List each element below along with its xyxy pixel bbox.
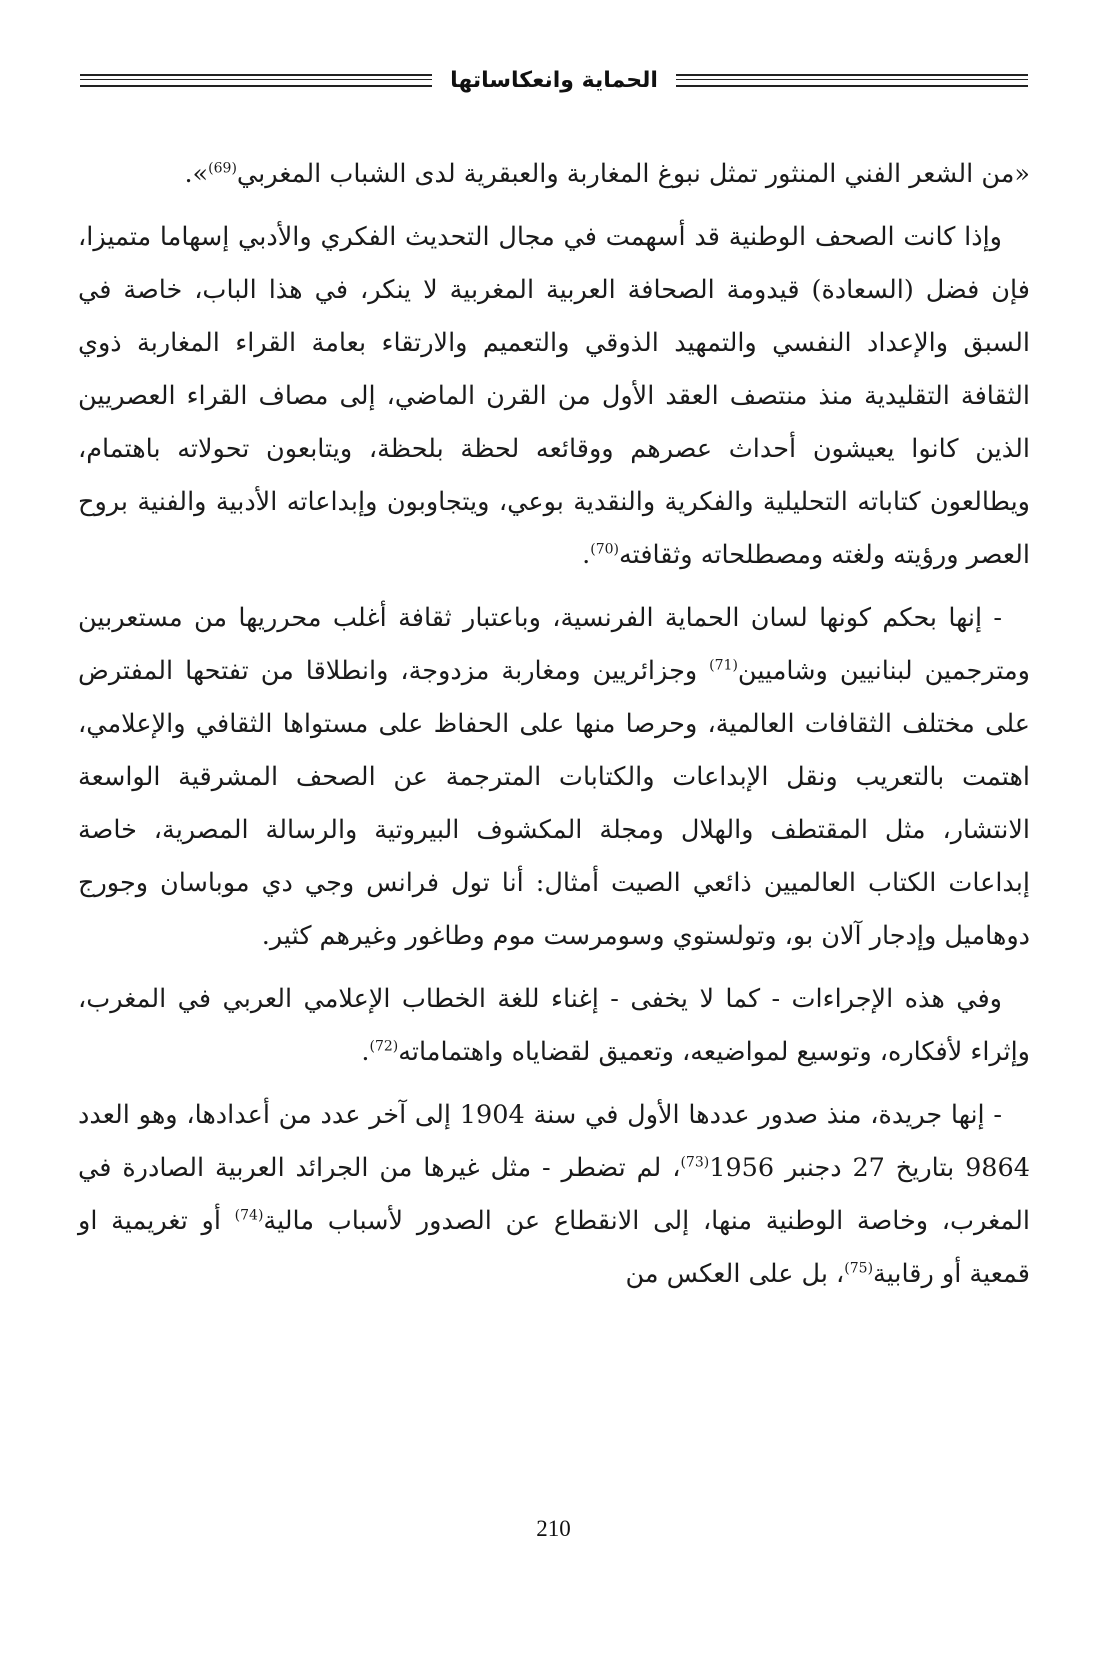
paragraph-tail: ». xyxy=(184,159,209,189)
paragraph-quote xyxy=(78,148,1030,201)
footnote-ref: (75) xyxy=(844,1260,874,1277)
paragraph-tail: وجزائريين ومغاربة مزدوجة، وانطلاقا من تفتحها المفترض على مختلف الثقافات العالمية، وحرصا منها على الحفاظ على مستواها الثقافي والإعلامي، اهتمت بالتعريب ونقل الإبداعات والكتابات المترجمة عن الصحف المشرقية الواسعة الانتشار، مثل المقتطف والهلال ومجلة المكشوف البيروتية والرسالة المصرية، خاصة إبداعات الكتاب العالميين ذائعي الصيت أمثال: أنا تول فرانس وجي دي موباسان وجورج دوهاميل وإدجار آلان بو، وتولستوي وسومرست موم وطاغور وغيرهم كثير. xyxy=(78,656,1030,951)
paragraph-text: «من الشعر الفني المنثور تمثل نبوغ المغاربة والعبقرية لدى الشباب المغربي xyxy=(236,159,1030,189)
paragraph-text: وإذا كانت الصحف الوطنية قد أسهمت في مجال التحديث الفكري والأدبي إسهاما متميزا، فإن فضل (السعادة) قيدومة الصحافة العربية المغربية لا ينكر، في هذا الباب، خاصة في السبق والإعداد النفسي والتمهيد الذوقي والتعميم والارتقاء بعامة القراء المغاربة ذوي الثقافة التقليدية منذ منتصف العقد الأول من القرن الماضي، إلى مصاف القراء العصريين الذين كانوا يعيشون أحداث عصرهم ووقائعه لحظة بلحظة، ويتابعون تحولاته باهتمام، ويطالعون كتاباته التحليلية والفكرية والنقدية بوعي، ويتجاوبون وإبداعاته الأدبية والفنية بروح العصر ورؤيته ولغته ومصطلحاته وثقافته xyxy=(78,222,1030,570)
paragraph-protection xyxy=(78,592,1030,963)
footnote-ref: (74) xyxy=(234,1207,264,1224)
page-number: 210 xyxy=(536,1516,571,1541)
footnote-ref: (73) xyxy=(680,1154,710,1171)
paragraph-text: وفي هذه الإجراءات - كما لا يخفى - إغناء للغة الخطاب الإعلامي العربي في المغرب، وإثراء لأفكاره، وتوسيع لمواضيعه، وتعميق لقضاياه واهتماماته xyxy=(78,984,1030,1067)
paragraph-tail: ، بل على العكس من xyxy=(625,1259,845,1289)
body-text xyxy=(78,148,1030,1311)
paragraph-tail: . xyxy=(361,1037,370,1067)
footnote-ref: (72) xyxy=(369,1038,399,1055)
paragraph-text: - إنها بحكم كونها لسان الحماية الفرنسية، وباعتبار ثقافة أغلب محرريها من مستعربين ومترجمين لبنانيين وشاميين xyxy=(78,603,1030,686)
header-rule-left xyxy=(80,74,432,87)
running-header-title: الحماية وانعكاساتها xyxy=(450,67,658,93)
footnote-ref: (71) xyxy=(709,657,738,674)
paragraph-tail: أو تغريمية او قمعية أو رقابية xyxy=(78,1206,1030,1289)
paragraph-measures xyxy=(78,973,1030,1079)
paragraph-tail: . xyxy=(582,540,591,570)
footnote-ref: (69) xyxy=(208,160,237,177)
paragraph-text: - إنها جريدة، منذ صدور عددها الأول في سنة 1904 إلى آخر عدد من أعدادها، وهو العدد 9864 بتاريخ 27 دجنبر 1956 xyxy=(78,1100,1030,1183)
paragraph-saada xyxy=(78,211,1030,582)
paragraph-tail: ، لم تضطر - مثل غيرها من الجرائد العربية الصادرة في المغرب، وخاصة الوطنية منها، إلى الانقطاع عن الصدور لأسباب مالية xyxy=(78,1153,1030,1236)
footnote-ref: (70) xyxy=(590,541,619,558)
header-rule-right xyxy=(676,74,1028,87)
running-header xyxy=(80,60,1028,100)
paragraph-newspaper xyxy=(78,1089,1030,1301)
